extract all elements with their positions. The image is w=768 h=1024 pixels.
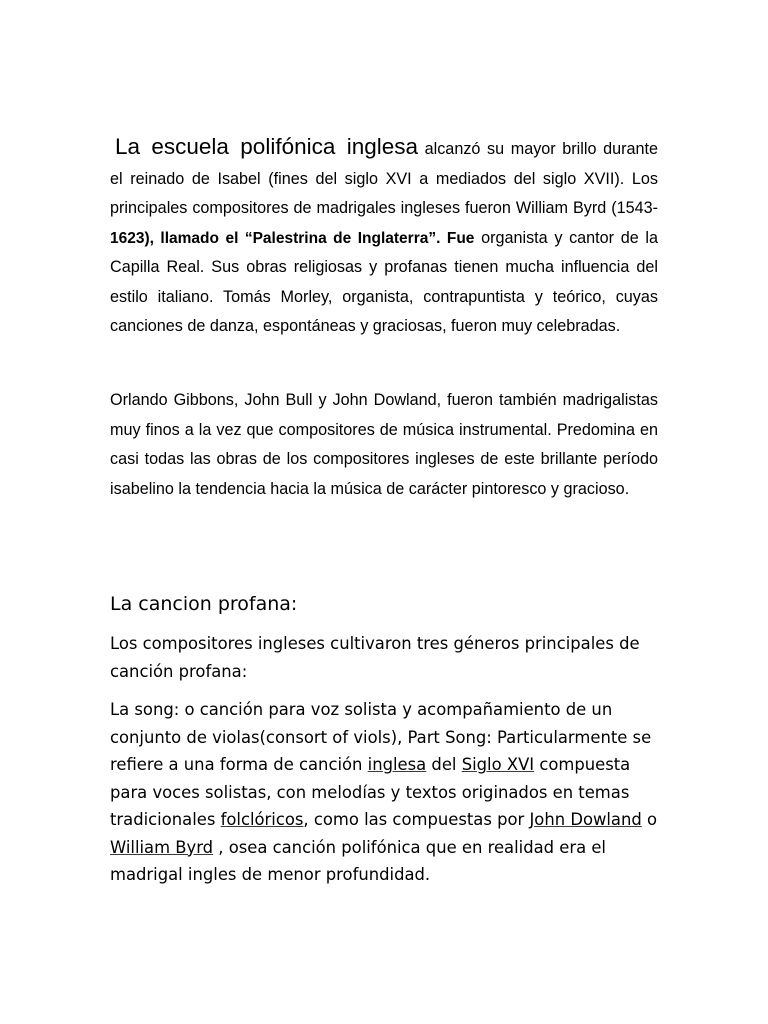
section-intro: Los compositores ingleses cultivaron tres géneros principales de canción profana: xyxy=(110,634,640,681)
link-folcloricos[interactable]: folclóricos xyxy=(220,810,304,829)
link-john-dowland[interactable]: John Dowland xyxy=(529,810,642,829)
body-text: , osea canción polifónica que en realidad era el madrigal ingles de menor profundidad. xyxy=(110,837,606,884)
section-body xyxy=(110,696,670,889)
paragraph-madrigalistas: Orlando Gibbons, John Bull y John Dowland, fueron también madrigalistas muy finos a la vez que compositores de música instrumental. Predomina en casi todas las obras de los compositores ingleses de este brillante período isabelino la tendencia hacia la música de carácter pintoresco y gracioso. xyxy=(110,391,658,498)
paragraph-text: alcanzó su mayor brillo durante el reinado de Isabel (fines del siglo XVI a mediados del siglo XVII). Los principales compositores de madrigales ingleses fueron William Byrd (1543- xyxy=(110,140,658,217)
link-inglesa[interactable]: inglesa xyxy=(367,755,427,774)
body-text: , como las compuestas por xyxy=(303,810,530,829)
body-text: compuesta para voces solistas, con melodías y textos originados en temas tradicionales xyxy=(110,755,631,829)
link-william-byrd[interactable]: William Byrd xyxy=(110,837,214,857)
paragraph-text: organista y cantor de la Capilla Real. Sus obras religiosas y profanas tienen mucha influencia del estilo italiano. Tomás Morley, organista, contrapuntista y teórico, cuyas canciones de danza, espontáneas y graciosas, fueron muy celebradas. xyxy=(110,228,658,335)
link-siglo-xvi[interactable]: Siglo XVI xyxy=(461,755,535,774)
section-heading: La cancion profana: xyxy=(110,593,298,615)
lead-phrase: La escuela polifónica inglesa xyxy=(115,134,419,159)
bold-phrase: 1623), llamado el “Palestrina de Inglaterra”. Fue xyxy=(110,229,475,247)
paragraph-escuela-polifonica xyxy=(110,132,658,342)
body-text: La song: o canción para voz solista y acompañamiento de un conjunto de violas(consort of viols), Part Song: Particularmente se refiere a una forma de canción xyxy=(110,700,652,774)
body-text: del xyxy=(426,755,462,774)
body-text: o xyxy=(641,810,658,829)
